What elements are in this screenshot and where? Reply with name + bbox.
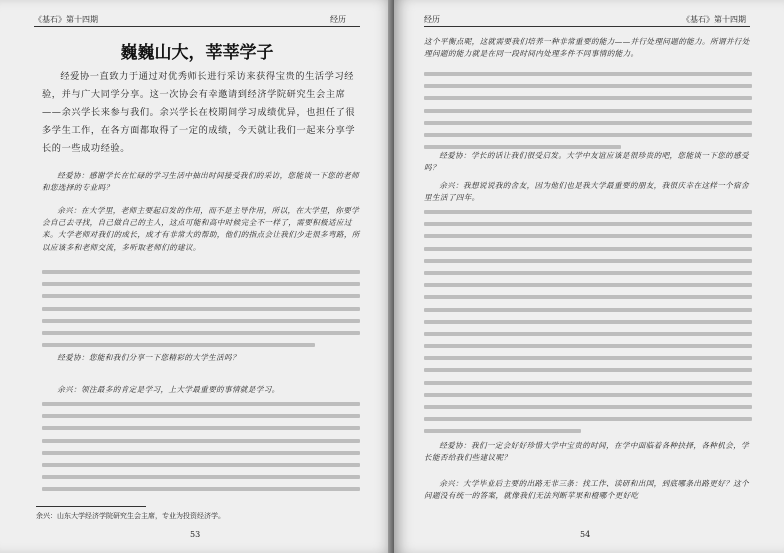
- body-text-placeholder: [42, 270, 360, 355]
- answer-2: 余兴：领注最多的肯定是学习，上大学最重要的事情就是学习。: [57, 385, 280, 394]
- running-header-left: 《基石》第十四期: [34, 15, 98, 24]
- footnote: 余兴：山东大学经济学院研究生会主席，专业为投资经济学。: [36, 512, 225, 520]
- intro-paragraph: 经爱协一直致力于通过对优秀师长进行采访来获得宝贵的生活学习经验，并与广大同学分享。这一次协会有幸邀请到经济学院研究生会主席——余兴学长来参与我们。余兴学长在校期间学习成绩优异，也担任了很多学生工作，在各方面都取得了一定的成绩，今天就让我们一起来分享学长的一些成功经验。: [42, 71, 356, 154]
- answer-1: 余兴：在大学里，老师主要起启发的作用，而不是主导作用，所以，在大学里，你要学会自己去寻找，自己做自己的主人，这点可能和高中时候完全不一样了，需要积极适应过来。大学老师对我们的成长，成才有非常大的帮助，他们的指点会让我们少走很多弯路，所以应该多和老师交流，多听取老师们的建议。: [42, 206, 360, 252]
- body-text-placeholder-3: [424, 72, 752, 157]
- continued-paragraph: 这个平衡点呢，这就需要我们培养一种非常重要的能力——并行处理问题的能力。所谓并行处理问题的能力就是在同一段时间内处理多件不同事情的能力。: [424, 37, 750, 59]
- question-3: 经爱协：学长的话让我们很受启发。大学中友谊应该是很珍贵的吧，您能谈一下您的感受吗？: [424, 151, 749, 173]
- header-rule: [34, 26, 360, 27]
- answer-4: 余兴：大学毕业后主要的出路无非三条：找工作、读研和出国，到底哪条出路更好？这个问题没有统一的答案，就像我们无法判断苹果和橙哪个更好吃: [424, 479, 749, 501]
- body-text-placeholder-2: [42, 402, 360, 500]
- running-header-section: 经历: [330, 15, 346, 24]
- right-page: [394, 0, 784, 553]
- running-header-right: 《基石》第十四期: [682, 15, 746, 24]
- question-4: 经爱协：我们一定会好好珍惜大学中宝贵的时间，在学中面临着各种抉择，各种机会，学长能否给我们些建议呢？: [424, 441, 749, 463]
- article-title: 巍巍山大，莘莘学子: [120, 43, 274, 63]
- page-number-right: 54: [580, 530, 591, 539]
- footnote-rule: [36, 506, 146, 507]
- page-number-left: 53: [190, 530, 201, 539]
- header-rule-right: [424, 26, 750, 27]
- question-2: 经爱协：您能和我们分享一下您精彩的大学生活吗？: [57, 353, 240, 362]
- body-text-placeholder-4: [424, 210, 752, 442]
- running-header-section-right: 经历: [424, 15, 440, 24]
- answer-3: 余兴：我想说说我的舍友，因为他们也是我大学最重要的朋友，我很庆幸在这样一个宿舍里生活了四年。: [424, 181, 749, 203]
- question-1: 经爱协：感谢学长在忙碌的学习生活中抽出时间接受我们的采访，您能谈一下您的老师和您选择的专业吗？: [42, 171, 360, 193]
